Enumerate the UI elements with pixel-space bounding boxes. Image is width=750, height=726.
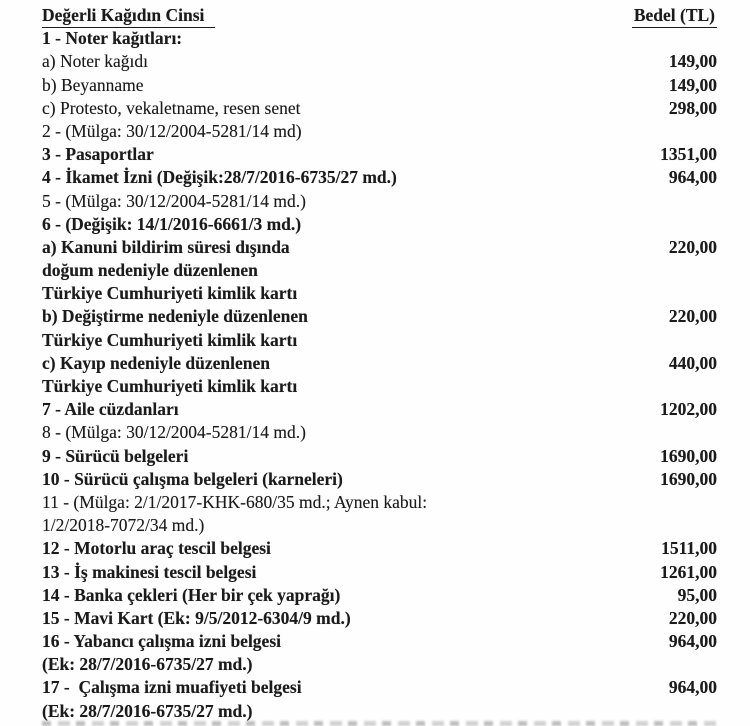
row-value: 964,00 xyxy=(668,167,717,188)
row-value: 964,00 xyxy=(668,677,717,698)
row-label: c) Kayıp nedeniyle düzenlenen xyxy=(42,352,270,373)
table-body xyxy=(42,27,717,723)
table-row xyxy=(42,259,717,282)
table-row xyxy=(42,143,717,166)
table-row xyxy=(42,700,717,723)
table-row xyxy=(42,166,717,189)
table-row xyxy=(42,27,717,50)
row-label: Türkiye Cumhuriyeti kimlik kartı xyxy=(42,329,298,350)
table-row xyxy=(42,282,717,305)
row-label: 7 - Aile cüzdanları xyxy=(42,399,179,420)
row-label: 6 - (Değişik: 14/1/2016-6661/3 md.) xyxy=(42,213,302,234)
row-label: 14 - Banka çekleri (Her bir çek yaprağı) xyxy=(42,584,341,605)
row-label: 9 - Sürücü belgeleri xyxy=(42,445,189,466)
table-row xyxy=(42,630,717,653)
cut-off-text-line xyxy=(42,721,720,726)
table-row xyxy=(42,491,717,514)
row-value: 1511,00 xyxy=(661,538,717,559)
row-label: 1/2/2018-7072/34 md.) xyxy=(42,515,205,536)
row-value: 1690,00 xyxy=(660,468,717,489)
row-label: 4 - İkamet İzni (Değişik:28/7/2016-6735/27 md.) xyxy=(42,167,397,188)
table-row xyxy=(42,653,717,676)
row-value: 149,00 xyxy=(668,74,717,95)
row-label: c) Protesto, vekaletname, resen senet xyxy=(42,97,301,118)
table-row xyxy=(42,74,717,97)
row-label: Türkiye Cumhuriyeti kimlik kartı xyxy=(42,283,298,304)
row-label: b) Değiştirme nedeniyle düzenlenen xyxy=(42,306,308,327)
row-value: 149,00 xyxy=(668,51,717,72)
table-row xyxy=(42,305,717,328)
table-row xyxy=(42,561,717,584)
row-value: 1261,00 xyxy=(660,561,717,582)
row-label: 17 - Çalışma izni muafiyeti belgesi xyxy=(42,677,302,698)
row-label: a) Noter kağıdı xyxy=(42,51,148,72)
column-header-type: Değerli Kağıdın Cinsi xyxy=(42,4,215,28)
row-label: 13 - İş makinesi tescil belgesi xyxy=(42,561,257,582)
table-row xyxy=(42,607,717,630)
table-row xyxy=(42,445,717,468)
row-label: 1 - Noter kağıtları: xyxy=(42,28,183,49)
table-row xyxy=(42,514,717,537)
row-value: 298,00 xyxy=(668,97,717,118)
table-row xyxy=(42,398,717,421)
table-row xyxy=(42,352,717,375)
row-label: doğum nedeniyle düzenlenen xyxy=(42,260,258,281)
row-label: b) Beyanname xyxy=(42,74,144,95)
table-header xyxy=(42,4,717,27)
row-label: 2 - (Mülga: 30/12/2004-5281/14 md) xyxy=(42,120,302,141)
table-row xyxy=(42,375,717,398)
row-label: Türkiye Cumhuriyeti kimlik kartı xyxy=(42,376,298,396)
table-row xyxy=(42,537,717,560)
row-value: 95,00 xyxy=(677,584,717,605)
row-value: 220,00 xyxy=(668,236,717,257)
table-row xyxy=(42,468,717,491)
table-row xyxy=(42,120,717,143)
row-label: 10 - Sürücü çalışma belgeleri (karneleri) xyxy=(42,468,343,489)
table-row xyxy=(42,50,717,73)
row-label: 8 - (Mülga: 30/12/2004-5281/14 md.) xyxy=(42,422,306,443)
row-label: 12 - Motorlu araç tescil belgesi xyxy=(42,538,271,559)
row-value: 1351,00 xyxy=(660,144,717,165)
row-label: 15 - Mavi Kart (Ek: 9/5/2012-6304/9 md.) xyxy=(42,607,351,628)
table-row xyxy=(42,190,717,213)
table-row xyxy=(42,676,717,699)
row-value: 220,00 xyxy=(668,306,717,327)
table-row xyxy=(42,236,717,259)
row-label: a) Kanuni bildirim süresi dışında xyxy=(42,236,290,257)
row-label: (Ek: 28/7/2016-6735/27 md.) xyxy=(42,654,253,675)
row-label: 16 - Yabancı çalışma izni belgesi xyxy=(42,631,282,652)
table-row xyxy=(42,421,717,444)
row-value: 1690,00 xyxy=(660,445,717,466)
row-value: 964,00 xyxy=(668,631,717,652)
table-row xyxy=(42,584,717,607)
row-value: 220,00 xyxy=(668,607,717,628)
row-label: 11 - (Mülga: 2/1/2017-KHK-680/35 md.; Aynen kabul: xyxy=(42,491,428,512)
table-row xyxy=(42,329,717,352)
table-row xyxy=(42,213,717,236)
row-label: 3 - Pasaportlar xyxy=(42,144,154,165)
row-label: 5 - (Mülga: 30/12/2004-5281/14 md.) xyxy=(42,190,306,211)
row-label: (Ek: 28/7/2016-6735/27 md.) xyxy=(42,700,253,721)
table-row xyxy=(42,97,717,120)
row-value: 440,00 xyxy=(668,352,717,373)
column-header-price: Bedel (TL) xyxy=(632,4,717,28)
row-value: 1202,00 xyxy=(660,399,717,420)
